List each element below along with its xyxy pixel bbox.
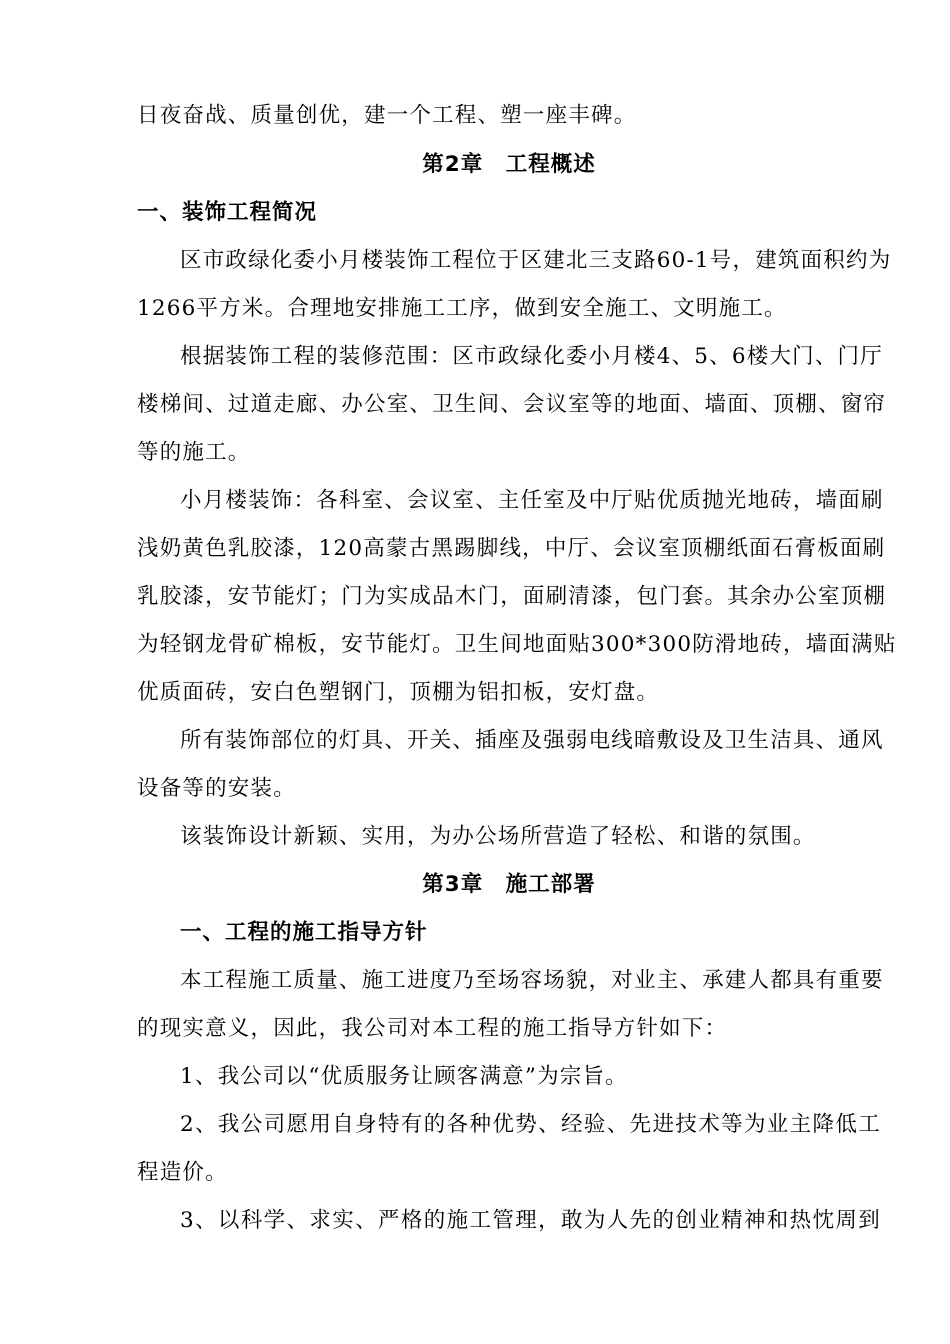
paragraph-line: 根据装饰工程的装修范围：区市政绿化委小月楼4、5、6楼大门、门厅 [180,344,883,369]
paragraph-line: 的现实意义，因此，我公司对本工程的施工指导方针如下： [137,1016,728,1041]
paragraph-line: 设备等的安装。 [137,776,296,801]
paragraph-line: 浅奶黄色乳胶漆，120高蒙古黑踢脚线，中厅、会议室顶棚纸面石膏板面刷 [137,536,886,561]
chapter-3-heading: 第3章 施工部署 [422,872,596,897]
paragraph-line: 楼梯间、过道走廊、办公室、卫生间、会议室等的地面、墙面、顶棚、窗帘 [137,392,887,417]
chapter-2-heading: 第2章 工程概述 [422,152,596,177]
paragraph-line: 程造价。 [137,1160,228,1185]
paragraph-line: 等的施工。 [137,440,251,465]
paragraph-line: 日夜奋战、质量创优，建一个工程、塑一座丰碑。 [137,103,637,128]
section-heading-guiding-principles: 一、工程的施工指导方针 [180,920,428,945]
paragraph-line: 该装饰设计新颖、实用，为办公场所营造了轻松、和谐的氛围。 [180,824,816,849]
section-heading-decoration-overview: 一、装饰工程简况 [137,200,318,225]
list-item-2: 2、我公司愿用自身特有的各种优势、经验、先进技术等为业主降低工 [180,1112,881,1137]
paragraph-line: 乳胶漆，安节能灯；门为实成品木门，面刷清漆，包门套。其余办公室顶棚 [137,584,887,609]
paragraph-line: 为轻钢龙骨矿棉板，安节能灯。卫生间地面贴300*300防滑地砖，墙面满贴 [137,632,897,657]
paragraph-line: 小月楼装饰：各科室、会议室、主任室及中厅贴优质抛光地砖，墙面刷 [180,488,884,513]
paragraph-line: 所有装饰部位的灯具、开关、插座及强弱电线暗敷设及卫生洁具、通风 [180,728,884,753]
list-item-1: 1、我公司以“优质服务让顾客满意”为宗旨。 [180,1064,628,1089]
paragraph-line: 本工程施工质量、施工进度乃至场容场貌，对业主、承建人都具有重要 [180,968,884,993]
paragraph-line: 优质面砖，安白色塑钢门，顶棚为铝扣板，安灯盘。 [137,680,660,705]
paragraph-line: 区市政绿化委小月楼装饰工程位于区建北三支路60-1号，建筑面积约为 [180,248,892,273]
list-item-3: 3、以科学、求实、严格的施工管理，敢为人先的创业精神和热忱周到 [180,1208,881,1233]
paragraph-line: 1266平方米。合理地安排施工工序，做到安全施工、文明施工。 [137,296,787,321]
